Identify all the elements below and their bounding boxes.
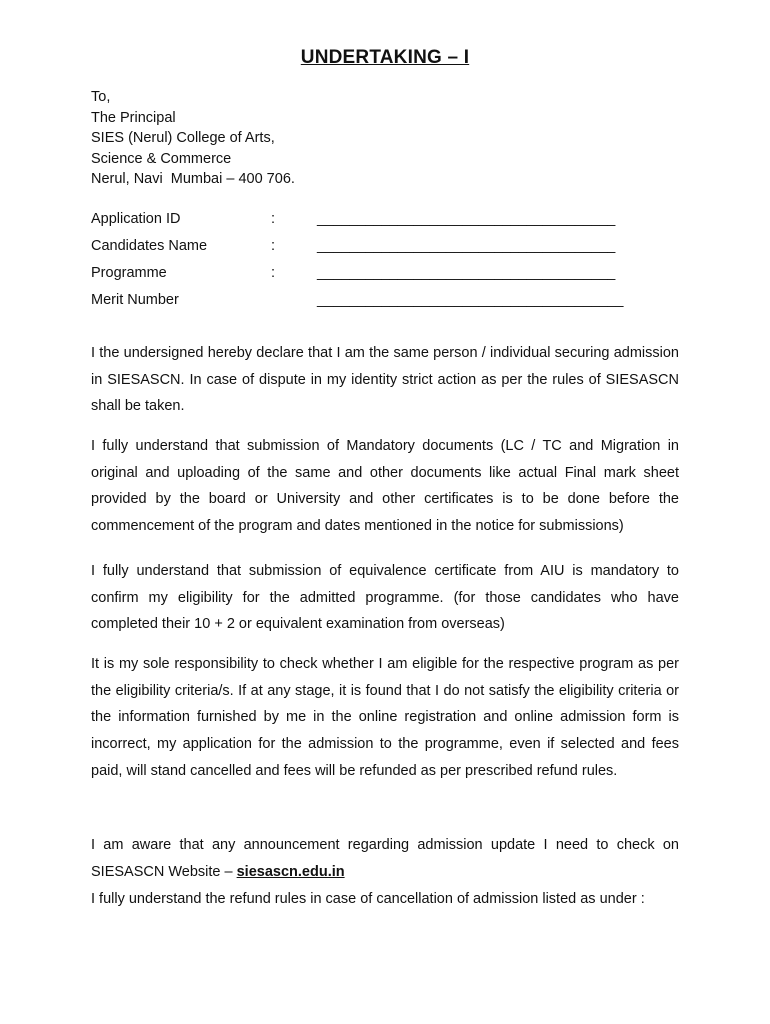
address-line: Nerul, Navi Mumbai – 400 706. (91, 171, 295, 187)
refund-text: I fully understand the refund rules in case of cancellation of admission listed as under : (91, 891, 645, 907)
paragraph-text: I fully understand that submission of equivalence certificate from AIU is mandatory to confirm my eligibility for the admitted programme. (for those candidates who have completed their 10 + 2 or equivalent examination from overseas) (91, 563, 679, 633)
refund-paragraph (91, 886, 679, 913)
announcement-body: I am aware that any announcement regarding admission update I need to check on SIESASCN Website – (91, 837, 679, 880)
field-colon: : (271, 238, 276, 254)
declaration-paragraph (91, 340, 679, 420)
field-colon: : (271, 265, 276, 281)
field-label: Candidates Name (91, 238, 208, 254)
field-colon: : (271, 211, 276, 227)
paragraph-text: I the undersigned hereby declare that I am the same person / individual securing admission in SIESASCN. In case of dispute in my identity strict action as per the rules of SIESASCN shall be taken. (91, 345, 679, 415)
address-line: The Principal (91, 109, 176, 126)
field-label: Merit Number (91, 292, 179, 308)
field-application-id (91, 209, 691, 229)
field-programme (91, 263, 691, 283)
field-blank-line: _____________________________________ (317, 211, 616, 227)
field-blank-line: _____________________________________ (317, 238, 616, 254)
field-candidates-name (91, 236, 691, 256)
address-line: Science & Commerce (91, 150, 232, 167)
website-link[interactable]: siesascn.edu.in (236, 863, 345, 880)
equivalence-paragraph (91, 558, 679, 638)
paragraph-text: I fully understand that submission of Mandatory documents (LC / TC and Migration in original and uploading of the same and other documents like actual Final mark sheet provided by the board or University and other certificates is to be done before the commencement of the program and dates mentioned in the notice for submissions) (91, 438, 679, 535)
field-merit-number (91, 290, 691, 310)
addressee-block (91, 87, 295, 190)
documents-paragraph (91, 433, 679, 540)
announcement-paragraph (91, 832, 679, 885)
page-title: UNDERTAKING – I (300, 47, 470, 68)
address-line: SIES (Nerul) College of Arts, (91, 130, 275, 146)
field-blank-line: _____________________________________ (317, 265, 616, 281)
field-label: Programme (91, 265, 167, 281)
announcement-text (91, 832, 679, 885)
address-line: To, (91, 89, 111, 105)
field-label: Application ID (91, 211, 181, 227)
paragraph-text: It is my sole responsibility to check whether I am eligible for the respective program as per the eligibility criteria/s. If at any stage, it is found that I do not satisfy the eligibility criteria or the information furnished by me in the online registration and online admission form is incorrect, my application for the admission to the programme, even if selected and fees paid, will stand cancelled and fees will be refunded as per prescribed refund rules. (91, 656, 679, 779)
responsibility-paragraph (91, 651, 679, 785)
field-blank-line: ______________________________________ (317, 292, 624, 308)
